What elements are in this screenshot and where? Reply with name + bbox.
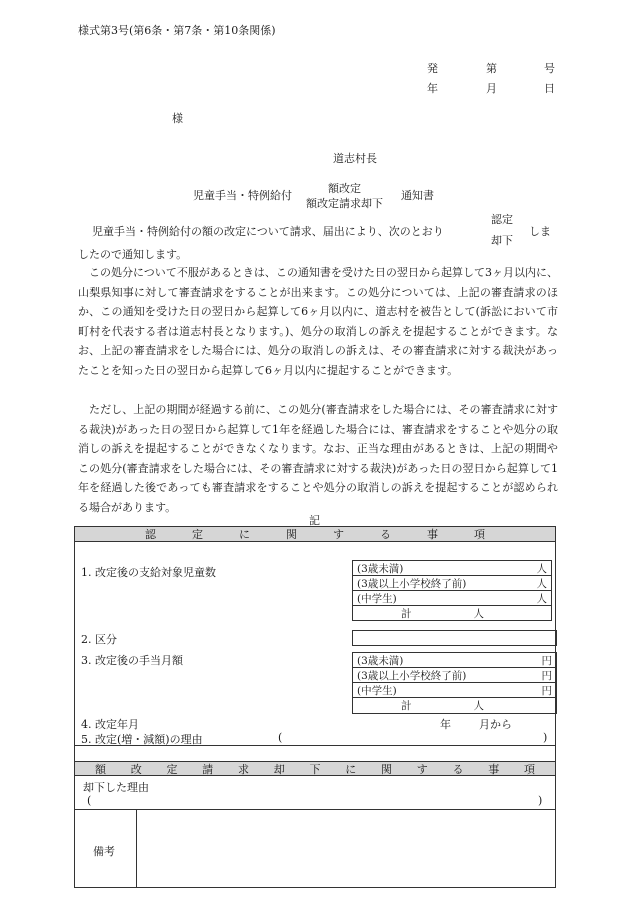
rejection-paren-close: ) <box>538 794 543 807</box>
children-row: (3歳未満) 人 <box>353 561 551 576</box>
children-row: (3歳以上小学校終了前) 人 <box>353 576 551 591</box>
revision-month-from: 月から <box>479 718 512 731</box>
doc-no-dai: 第 <box>486 62 497 75</box>
title-right: 通知書 <box>401 189 434 202</box>
children-row: (中学生) 人 <box>353 591 551 606</box>
section1-header: 認 定 に 関 す る 事 項 <box>75 527 555 542</box>
children-count-box <box>352 560 552 621</box>
title-option-kaitei: 額改定 <box>328 182 361 195</box>
paragraph-limit: ただし、上記の期間が経過する前に、この処分(審査請求をした場合には、その審査請求に対する裁決)があった日の翌日から起算して1年を経過した場合には、審査請求をすることや処分の取消しの訴えを提起することができなくなります。なお、正当な理由があるときは、上記の期間やこの処分(審査請求をした場合には、その審査請求に対する裁決)があった日の翌日から起算して1年を経過した後であっても審査請求をすることや処分の取消しの訴えを提起することが認められる場合があります。 <box>78 403 558 514</box>
details-table <box>74 526 556 888</box>
revision-year: 年 <box>440 718 451 731</box>
intro-text: 児童手当・特例給付の額の改定について請求、届出により、次のとおり <box>92 225 444 238</box>
ki-mark: 記 <box>309 514 320 527</box>
rejection-reason-label: 却下した理由 <box>83 781 149 794</box>
reason-paren-close: ) <box>543 731 548 744</box>
amount-row: (中学生) 円 <box>353 683 556 698</box>
amount-box <box>352 652 557 714</box>
item-revision-reason: 5. 改定(増・減額)の理由 <box>81 733 203 746</box>
amount-row: (3歳以上小学校終了前) 円 <box>353 668 556 683</box>
intro-option-kyakka: 却下 <box>491 234 513 247</box>
title-left: 児童手当・特例給付 <box>193 189 292 202</box>
item-monthly-amount: 3. 改定後の手当月額 <box>81 654 183 667</box>
intro-tail: しま <box>529 225 551 238</box>
title-option-kyakka: 額改定請求却下 <box>306 197 383 210</box>
date-year: 年 <box>427 82 438 95</box>
doc-no-hatsu: 発 <box>427 62 438 75</box>
intro-option-nintei: 認定 <box>491 213 513 226</box>
item-children-count: 1. 改定後の支給対象児童数 <box>81 566 216 579</box>
children-total-row: 計 人 <box>401 608 484 620</box>
addressee-suffix: 様 <box>172 112 183 125</box>
section2-header: 額 改 定 請 求 却 下 に 関 す る 事 項 <box>75 761 555 776</box>
remarks-label: 備考 <box>93 845 115 858</box>
date-day: 日 <box>544 82 555 95</box>
remarks-divider <box>136 809 137 887</box>
divider <box>75 809 555 810</box>
intro-line2: したので通知します。 <box>78 248 188 261</box>
doc-no-go: 号 <box>544 62 555 75</box>
amount-total-row: 計 人 <box>401 700 484 712</box>
date-month: 月 <box>486 82 497 95</box>
category-box <box>352 630 557 646</box>
item-category: 2. 区分 <box>81 633 117 646</box>
divider <box>75 745 555 746</box>
item-revision-date: 4. 改定年月 <box>81 718 139 731</box>
form-number: 様式第3号(第6条・第7条・第10条関係) <box>78 24 276 37</box>
paragraph-appeal: この処分について不服があるときは、この通知書を受けた日の翌日から起算して3ヶ月以内に、山梨県知事に対して審査請求をすることが出来ます。この処分については、上記の審査請求のほか、この通知を受けた日の翌日から起算して6ヶ月以内に、道志村を被告として(訴訟において市町村を代表する者は道志村長となります。)、処分の取消しの訴えを提起することができます。なお、上記の審査請求をした場合には、処分の取消しの訴えは、その審査請求に対する裁決があったことを知った日の翌日から起算して6ヶ月以内に提起することができます。 <box>78 266 558 377</box>
amount-row: (3歳未満) 円 <box>353 653 556 668</box>
sender: 道志村長 <box>333 152 377 165</box>
rejection-paren-open: ( <box>87 794 92 807</box>
reason-paren-open: ( <box>278 731 283 744</box>
